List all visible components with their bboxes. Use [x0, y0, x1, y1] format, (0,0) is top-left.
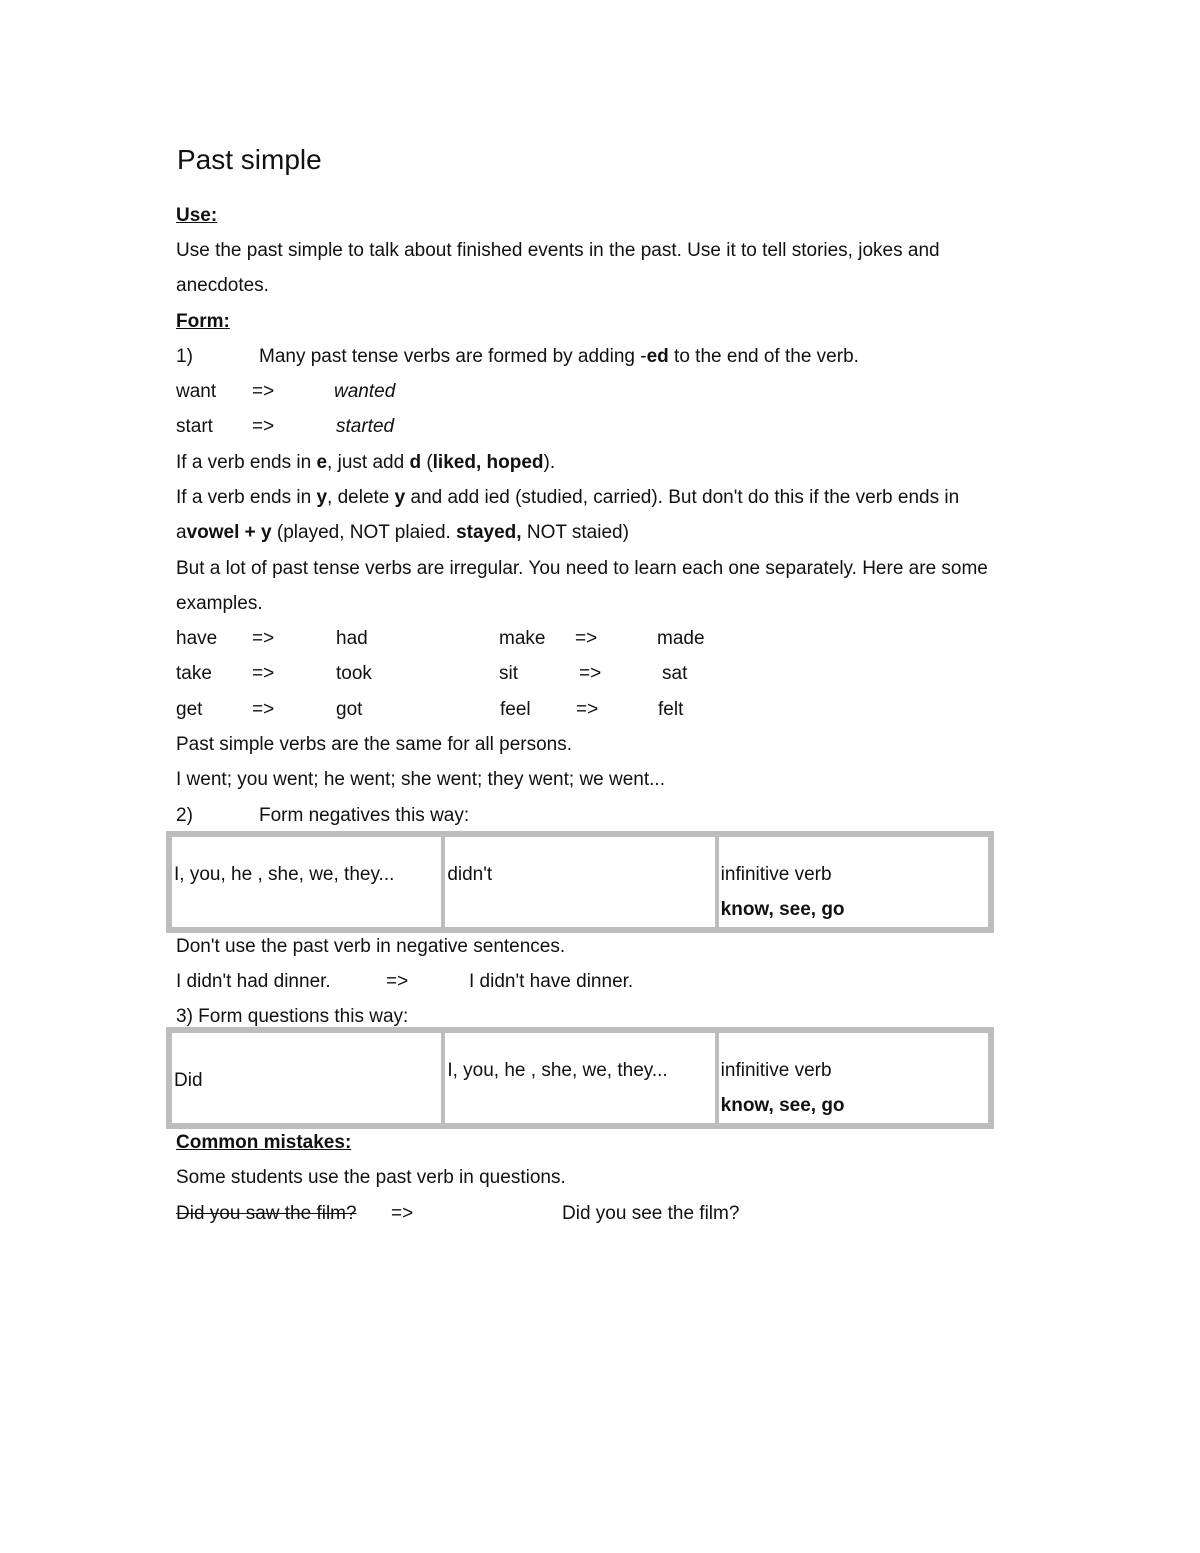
rule-2-number: 2): [176, 805, 193, 826]
rule-y-line-2: avowel + y (played, NOT plaied. stayed, NOT staied): [176, 522, 629, 543]
use-line-1: Use the past simple to talk about finished events in the past. Use it to tell stories, jokes and: [176, 240, 940, 261]
irregular-line-2: examples.: [176, 593, 263, 614]
use-heading: Use:: [176, 205, 218, 226]
irregular-line-1: But a lot of past tense verbs are irregular. You need to learn each one separately. Here are some: [176, 558, 988, 579]
questions-table: [166, 1027, 994, 1129]
table-cell-verb: infinitive verb know, see, go: [717, 1031, 990, 1125]
mistakes-heading: Common mistakes:: [176, 1132, 352, 1153]
table-cell-subjects: I, you, he , she, we, they...: [443, 1031, 716, 1125]
same-persons-text: Past simple verbs are the same for all persons.: [176, 734, 573, 755]
negative-note: Don't use the past verb in negative sentences.: [176, 936, 566, 957]
page-title: Past simple: [177, 144, 322, 175]
table-row: [170, 1031, 990, 1125]
table-cell-auxiliary: didn't: [443, 835, 716, 929]
use-line-2: anecdotes.: [176, 275, 269, 296]
table-cell-verb: infinitive verb know, see, go: [717, 835, 990, 929]
rule-1-text: Many past tense verbs are formed by adding -ed to the end of the verb.: [259, 346, 859, 367]
negatives-table: [166, 831, 994, 933]
rule-1-number: 1): [176, 346, 193, 367]
rule-y-line-1: If a verb ends in y, delete y and add ied (studied, carried). But don't do this if the verb ends in: [176, 487, 960, 508]
form-heading: Form:: [176, 311, 230, 332]
rule-e-text: If a verb ends in e, just add d (liked, hoped).: [176, 452, 556, 473]
table-row: [170, 835, 990, 929]
rule-2-text: Form negatives this way:: [259, 805, 470, 826]
document-page: Past simple Use: Use the past simple to talk about finished events in the past. Use it to tell stories, jokes and anecdotes. Form: 1) Many past tense verbs are formed by adding -ed to the end of the verb. want => wanted start => started If a verb ends in e, just add d (liked, hoped). If a verb ends in y, delete y and add ied (studied, carried). But don't do this if the verb ends in avowel + y (played, NOT plaied. stayed, NOT staied) But a lot of past tense verbs are irregular. You need to learn each one separately. Here are some examples. have => had make => made take => took sit => sat get => got feel => felt Past simple verbs are the same for all persons. I went; you went; he went; she went; they went; we went... 2) Form negatives this way: I, you, he , she, we, they... didn't infinitive verb know, see, go Don't use the past verb in negative sentences. I didn't had dinner. => I didn't have dinner. 3) Form questions this way: Did I, you, he , she, we, they... infinitive verb know, see, go Common mistakes: Some students use the past verb in questions. Did you saw the film? => Did you see the film?: [0, 0, 1200, 1553]
persons-example: I went; you went; he went; she went; they went; we went...: [176, 769, 665, 790]
table-cell-subjects: I, you, he , she, we, they...: [170, 835, 443, 929]
rule-3-text: 3) Form questions this way:: [176, 1006, 409, 1027]
mistakes-line-1: Some students use the past verb in questions.: [176, 1167, 566, 1188]
table-cell-auxiliary: Did: [170, 1031, 443, 1125]
